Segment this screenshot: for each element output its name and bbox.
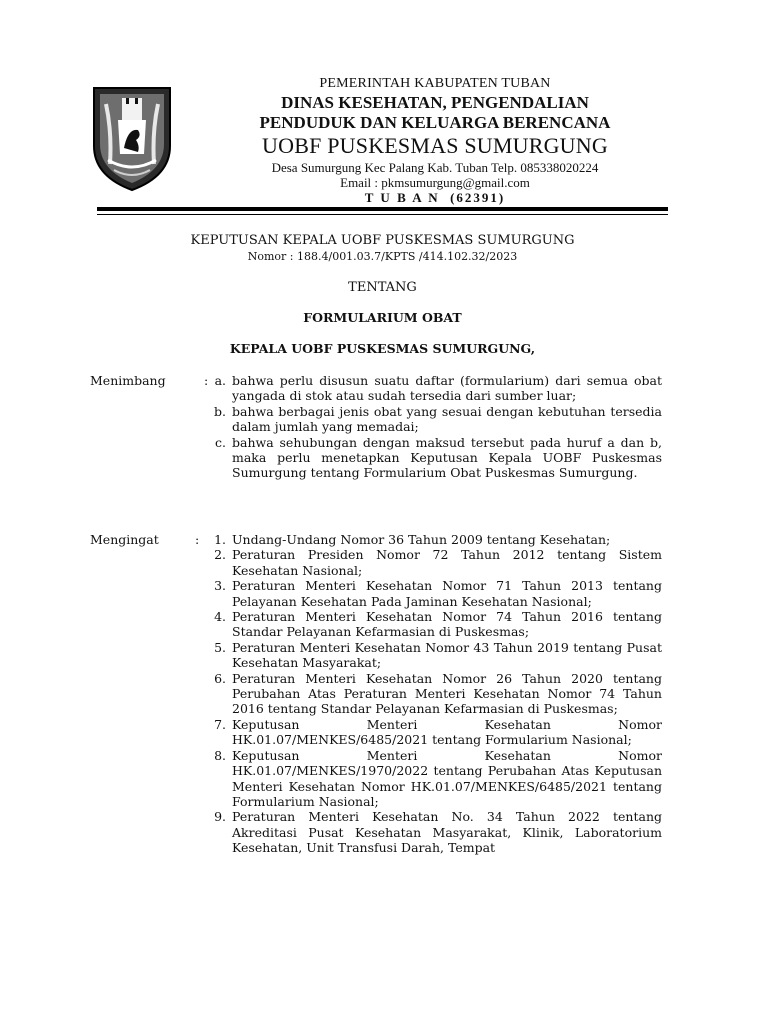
list-marker: 7.	[214, 716, 226, 732]
tuban-emblem-logo	[88, 84, 176, 192]
letterhead-institution: UOBF PUSKESMAS SUMURGUNG	[262, 132, 608, 158]
list-item	[90, 404, 662, 435]
list-text: Keputusan Menteri Kesehatan Nomor HK.01.07/MENKES/6485/2021 tentang Formularium Nasional;	[232, 716, 662, 748]
letterhead-email: Email : pkmsumurgung@gmail.com	[340, 174, 530, 190]
recalling-colon: :	[195, 532, 200, 547]
letterhead-divider-thick	[97, 207, 668, 211]
list-marker: 6.	[214, 670, 226, 686]
recalling-label: Mengingat	[90, 532, 159, 547]
decree-number: Nomor : 188.4/001.03.7/KPTS /414.102.32/2023	[247, 250, 518, 263]
list-marker: 3.	[214, 578, 226, 594]
list-marker: 2.	[214, 547, 226, 563]
list-marker: 1.	[214, 532, 226, 547]
letterhead-agency-line1: DINAS KESEHATAN, PENGENDALIAN	[281, 92, 589, 112]
decree-issuer: KEPALA UOBF PUSKESMAS SUMURGUNG,	[229, 341, 536, 356]
list-text: Keputusan Menteri Kesehatan Nomor HK.01.07/MENKES/1970/2022 tentang Perubahan Atas Keputusan Menteri Kesehatan Nomor HK.01.07/MENKES/6485/2021 tentang Formularium Nasional;	[232, 747, 662, 809]
considering-label: Menimbang	[90, 373, 166, 388]
decree-subject: FORMULARIUM OBAT	[303, 310, 462, 325]
list-text: bahwa berbagai jenis obat yang sesuai dengan kebutuhan tersedia dalam jumlah yang memadai;	[232, 403, 662, 435]
list-marker: a.	[214, 373, 226, 388]
considering-colon: :	[204, 373, 209, 388]
list-item	[90, 547, 662, 578]
list-marker: 9.	[214, 809, 226, 825]
letterhead-city: T U B A N (62391)	[364, 190, 506, 206]
list-item	[90, 640, 662, 671]
list-marker: 4.	[214, 609, 226, 625]
list-item	[90, 532, 662, 547]
letterhead-government: PEMERINTAH KABUPATEN TUBAN	[319, 76, 551, 91]
list-text: Peraturan Menteri Kesehatan No. 34 Tahun 2022 tentang Akreditasi Pusat Kesehatan Masyarakat, Klinik, Laboratorium Kesehatan, Unit Transfusi Darah, Tempat	[232, 809, 662, 856]
list-text: Peraturan Presiden Nomor 72 Tahun 2012 tentang Sistem Kesehatan Nasional;	[232, 547, 662, 578]
list-text: Peraturan Menteri Kesehatan Nomor 43 Tahun 2019 tentang Pusat Kesehatan Masyarakat;	[232, 639, 662, 671]
list-text: bahwa perlu disusun suatu daftar (formularium) dari semua obat yangada di stok atau sudah tersedia dari sumber luar;	[232, 373, 662, 404]
list-item	[90, 748, 662, 810]
letterhead	[200, 76, 670, 206]
letterhead-agency-line2: PENDUDUK DAN KELUARGA BERENCANA	[259, 112, 611, 132]
considering-section	[90, 373, 662, 481]
list-text: Peraturan Menteri Kesehatan Nomor 71 Tahun 2013 tentang Pelayanan Kesehatan Pada Jaminan Kesehatan Nasional;	[232, 578, 662, 609]
list-item	[90, 717, 662, 748]
list-text: Undang-Undang Nomor 36 Tahun 2009 tentang Kesehatan;	[232, 532, 611, 547]
list-item	[90, 809, 662, 855]
list-marker: 5.	[214, 639, 226, 655]
list-text: Peraturan Menteri Kesehatan Nomor 74 Tahun 2016 tentang Standar Pelayanan Kefarmasian di Puskesmas;	[232, 609, 662, 640]
decree-title: KEPUTUSAN KEPALA UOBF PUSKESMAS SUMURGUNG	[190, 233, 575, 248]
letterhead-divider-thin	[97, 214, 668, 215]
letterhead-address: Desa Sumurgung Kec Palang Kab. Tuban Telp. 085338020224	[271, 159, 599, 175]
recalling-section	[90, 532, 662, 856]
list-text: Peraturan Menteri Kesehatan Nomor 26 Tahun 2020 tentang Perubahan Atas Peraturan Menteri Kesehatan Nomor 74 Tahun 2016 tentang Standar Pelayanan Kefarmasian di Puskesmas;	[232, 670, 662, 717]
list-item	[90, 578, 662, 609]
list-marker: c.	[215, 434, 226, 450]
list-item	[90, 609, 662, 640]
decree-about: TENTANG	[348, 280, 417, 295]
list-item	[90, 671, 662, 717]
list-marker: b.	[214, 403, 226, 419]
list-text: bahwa sehubungan dengan maksud tersebut pada huruf a dan b, maka perlu menetapkan Keputusan Kepala UOBF Puskesmas Sumurgung tentang Formularium Obat Puskesmas Sumurgung.	[232, 434, 662, 481]
list-marker: 8.	[214, 747, 226, 763]
list-item	[90, 435, 662, 481]
list-item	[90, 373, 662, 404]
